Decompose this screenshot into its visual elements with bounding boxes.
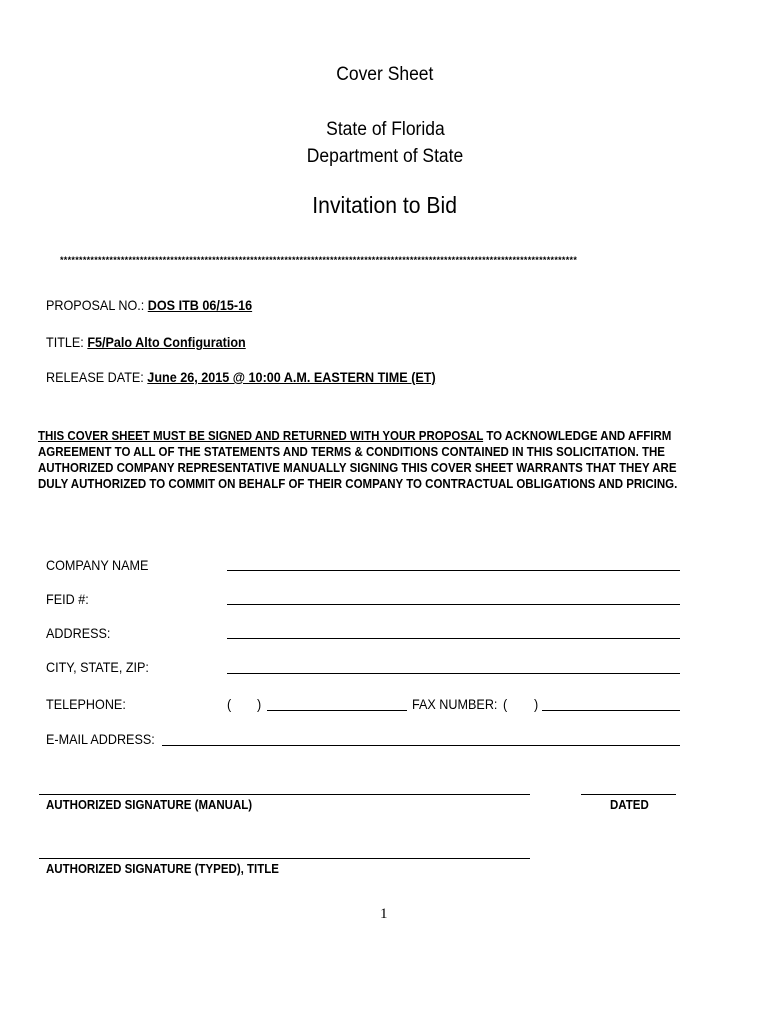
department-heading: Department of State (306, 146, 464, 167)
typed-signature-label: AUTHORIZED SIGNATURE (TYPED), TITLE (46, 862, 279, 876)
page-number: 1 (380, 906, 388, 922)
email-label: E-MAIL ADDRESS: (46, 731, 155, 747)
telephone-field[interactable] (267, 710, 407, 711)
document-title: Invitation to Bid (312, 192, 458, 218)
title-row (46, 334, 246, 350)
fax-open-paren: ( (503, 696, 508, 712)
title-label: TITLE: (46, 334, 84, 350)
dated-field[interactable] (581, 794, 676, 795)
feid-label: FEID #: (46, 591, 89, 607)
fax-number-label: FAX NUMBER: (412, 696, 498, 712)
telephone-open-paren: ( (227, 696, 232, 712)
release-date-value: June 26, 2015 @ 10:00 A.M. EASTERN TIME (ET) (147, 369, 436, 385)
state-heading: State of Florida (325, 119, 445, 140)
city-state-zip-label: CITY, STATE, ZIP: (46, 659, 149, 675)
notice-text: TO ACKNOWLEDGE AND AFFIRM AGREEMENT TO ALL OF THE STATEMENTS AND TERMS & CONDITIONS CONTAINED IN THIS SOLICITATION. THE AUTHORIZED COMPANY REPRESENTATIVE MANUALLY SIGNING THIS COVER SHEET WARRANTS THAT THEY ARE DULY AUTHORIZED TO COMMIT ON BEHALF OF THEIR COMPANY TO CONTRACTUAL OBLIGATIONS AND PRICING. (38, 429, 678, 491)
company-name-field[interactable] (227, 570, 680, 571)
address-label: ADDRESS: (46, 625, 111, 641)
fax-close-paren: ) (534, 696, 539, 712)
telephone-label: TELEPHONE: (46, 696, 126, 712)
telephone-close-paren: ) (257, 696, 262, 712)
fax-number-field[interactable] (542, 710, 680, 711)
manual-signature-field[interactable] (39, 794, 530, 795)
email-field[interactable] (162, 745, 680, 746)
proposal-label: PROPOSAL NO.: (46, 297, 145, 313)
dated-label: DATED (610, 798, 649, 812)
release-date-label: RELEASE DATE: (46, 369, 144, 385)
title-value: F5/Palo Alto Configuration (87, 334, 246, 350)
city-state-zip-field[interactable] (227, 673, 680, 674)
notice-underlined: THIS COVER SHEET MUST BE SIGNED AND RETURNED WITH YOUR PROPOSAL (38, 429, 484, 443)
cover-sheet-heading: Cover Sheet (336, 64, 434, 85)
signature-notice (38, 428, 700, 492)
release-date-row (46, 369, 436, 385)
asterisk-separator: **************************************************************************************************************************************** (60, 255, 578, 265)
typed-signature-field[interactable] (39, 858, 530, 859)
manual-signature-label: AUTHORIZED SIGNATURE (MANUAL) (46, 798, 253, 812)
feid-field[interactable] (227, 604, 680, 605)
company-name-label: COMPANY NAME (46, 557, 149, 573)
proposal-number: DOS ITB 06/15-16 (147, 297, 253, 313)
proposal-row (46, 297, 252, 313)
address-field[interactable] (227, 638, 680, 639)
